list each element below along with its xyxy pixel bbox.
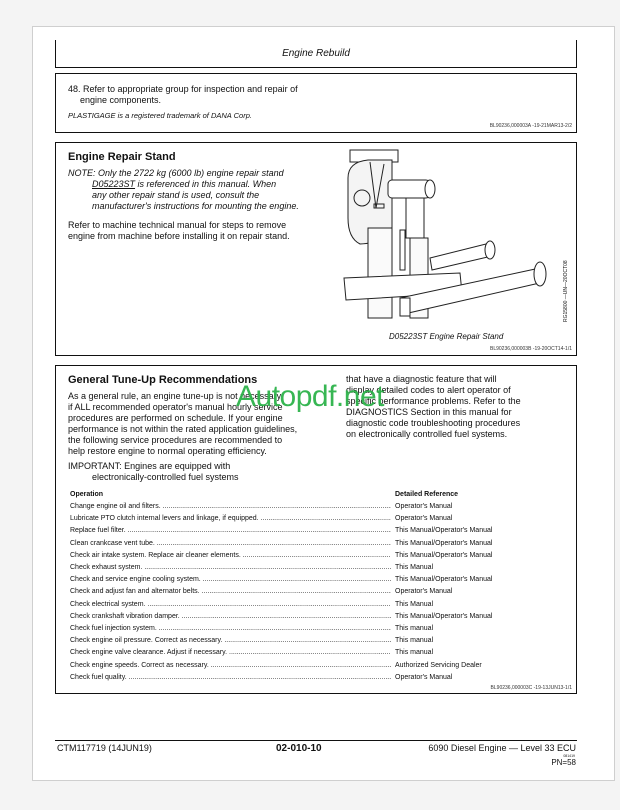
column-header-operation: Operation (70, 491, 104, 498)
reference-cell: This manual (395, 637, 434, 645)
important-line1: IMPORTANT: Engines are equipped with (68, 461, 231, 471)
footer-rule (55, 740, 577, 741)
operation-cell: Check fuel quality. ..... (70, 673, 391, 682)
reference-cell: This Manual (395, 600, 434, 608)
tuneup-left-line: As a general rule, an engine tune-up is not necessary (68, 391, 282, 401)
note-line2 (92, 179, 276, 190)
reference-code: BL90236,000003C -19-13JUN13-1/1 (490, 685, 572, 691)
operation-cell: Check and adjust fan and alternator belts. ..... (70, 587, 391, 596)
operation-cell: Check engine speeds. Correct as necessary. ..... (70, 661, 391, 670)
important-line2: electronically-controlled fuel systems (92, 472, 239, 482)
table-row (70, 648, 568, 657)
reference-cell: This Manual/Operator's Manual (395, 576, 493, 584)
reference-cell: Operator's Manual (395, 673, 453, 681)
reference-cell: This Manual/Operator's Manual (395, 527, 493, 535)
reference-cell: This Manual/Operator's Manual (395, 539, 493, 547)
tuneup-block (55, 365, 577, 694)
reference-cell: Authorized Servicing Dealer (395, 661, 482, 669)
reference-code: BL90236,000003A -19-21MAR13-2/2 (489, 123, 572, 129)
image-caption: D05223ST Engine Repair Stand (389, 332, 504, 341)
table-row (70, 575, 568, 584)
footer-date-code: 081419 (563, 754, 575, 758)
tuneup-left-line: help restore engine to normal operating efficiency. (68, 446, 267, 456)
page-header (55, 40, 577, 68)
tuneup-right-line: on electronically controlled fuel systems. (346, 429, 508, 439)
reference-cell: This Manual/Operator's Manual (395, 551, 493, 559)
trademark-note: PLASTIGAGE is a registered trademark of DANA Corp. (68, 111, 252, 120)
step-48-block (55, 73, 577, 133)
reference-cell: This Manual/Operator's Manual (395, 612, 493, 620)
operation-cell: Check engine valve clearance. Adjust if necessary. ..... (70, 648, 391, 657)
step-48-line2: engine components. (80, 95, 162, 105)
table-row (70, 526, 568, 535)
table-row (70, 514, 568, 523)
tuneup-right-line: that have a diagnostic feature that will (346, 374, 497, 384)
engine-repair-stand-illustration (340, 148, 560, 328)
operation-cell: Check electrical system. ..... (70, 600, 391, 609)
note-line4: manufacturer's instructions for mounting the engine. (92, 201, 299, 211)
table-row (70, 673, 568, 682)
operation-cell: Change engine oil and filters. ..... (70, 502, 391, 511)
operation-cell: Check exhaust system. ..... (70, 563, 391, 572)
table-row (70, 600, 568, 609)
tuneup-title: General Tune-Up Recommendations (68, 374, 258, 386)
reference-cell: This Manual (395, 564, 434, 571)
footer-title: 6090 Diesel Engine — Level 33 ECU (428, 743, 576, 753)
operation-cell: Clean crankcase vent tube. ..... (70, 539, 391, 548)
operation-cell: Check and service engine cooling system. ..... (70, 575, 391, 584)
reference-cell: Operator's Manual (395, 515, 453, 523)
operation-cell: Lubricate PTO clutch internal levers and linkage, if equipped. ..... (70, 514, 391, 523)
watermark: Autopdf.net (236, 380, 384, 413)
column-header-reference: Detailed Reference (395, 491, 459, 498)
table-row (70, 539, 568, 548)
note-line3: any other repair stand is used, consult the (92, 190, 260, 200)
note-line2-text: is referenced in this manual. When (135, 179, 277, 189)
tuneup-left-line: performance is not within the rated application guidelines, (68, 424, 298, 434)
footer-doc-id: CTM117719 (14JUN19) (57, 743, 152, 753)
tuneup-right-line: DIAGNOSTICS Section in this manual for (346, 407, 512, 417)
reference-cell: This manual (395, 649, 434, 657)
operation-cell: Replace fuel filter. ..... (70, 526, 391, 535)
footer-pn: PN=58 (551, 758, 576, 767)
table-row (70, 502, 568, 511)
table-row (70, 587, 568, 596)
step-48-line1: 48. Refer to appropriate group for inspection and repair of (68, 84, 298, 94)
table-header (70, 490, 568, 499)
reference-cell: This manual (395, 625, 434, 632)
para-line2: engine from machine before installing it on repair stand. (68, 231, 290, 241)
tuneup-right-line: diagnostic code troubleshooting procedures (346, 418, 521, 428)
table-row (70, 563, 568, 572)
footer-page-number: 02-010-10 (276, 743, 322, 754)
tuneup-right-line: display detailed codes to alert operator of (346, 385, 511, 395)
table-row (70, 624, 568, 633)
tuneup-left-line: if ALL recommended operator's manual hourly service (68, 402, 283, 412)
operation-cell: Check fuel injection system. ..... (70, 624, 391, 633)
reference-cell: Operator's Manual (395, 503, 453, 510)
table-row (70, 612, 568, 621)
section-title: Engine Rebuild (282, 48, 350, 59)
reference-cell: Operator's Manual (395, 588, 453, 596)
part-number-link[interactable]: D05223ST (92, 179, 136, 189)
operation-cell: Check engine oil pressure. Correct as necessary. ..... (70, 636, 391, 645)
operation-cell: Check air intake system. Replace air cleaner elements. ..... (70, 551, 391, 560)
table-row (70, 661, 568, 670)
reference-code: BL90236,000003B -19-20OCT14-1/1 (489, 346, 572, 352)
table-row (70, 636, 568, 645)
image-id: RG15800 —UN—20OCT08 (563, 260, 569, 322)
tuneup-right-line: specific performance problems. Refer to the (346, 396, 521, 406)
para-line1: Refer to machine technical manual for steps to remove (68, 220, 287, 230)
operation-cell: Check crankshaft vibration damper. ..... (70, 612, 391, 621)
note-line1: NOTE: Only the 2722 kg (6000 lb) engine repair stand (68, 168, 284, 178)
repair-stand-title: Engine Repair Stand (68, 151, 176, 163)
tuneup-left-line: procedures are performed on schedule. If your engine (68, 413, 283, 423)
tuneup-left-line: the following service procedures are recommended to (68, 435, 283, 445)
table-row (70, 551, 568, 560)
